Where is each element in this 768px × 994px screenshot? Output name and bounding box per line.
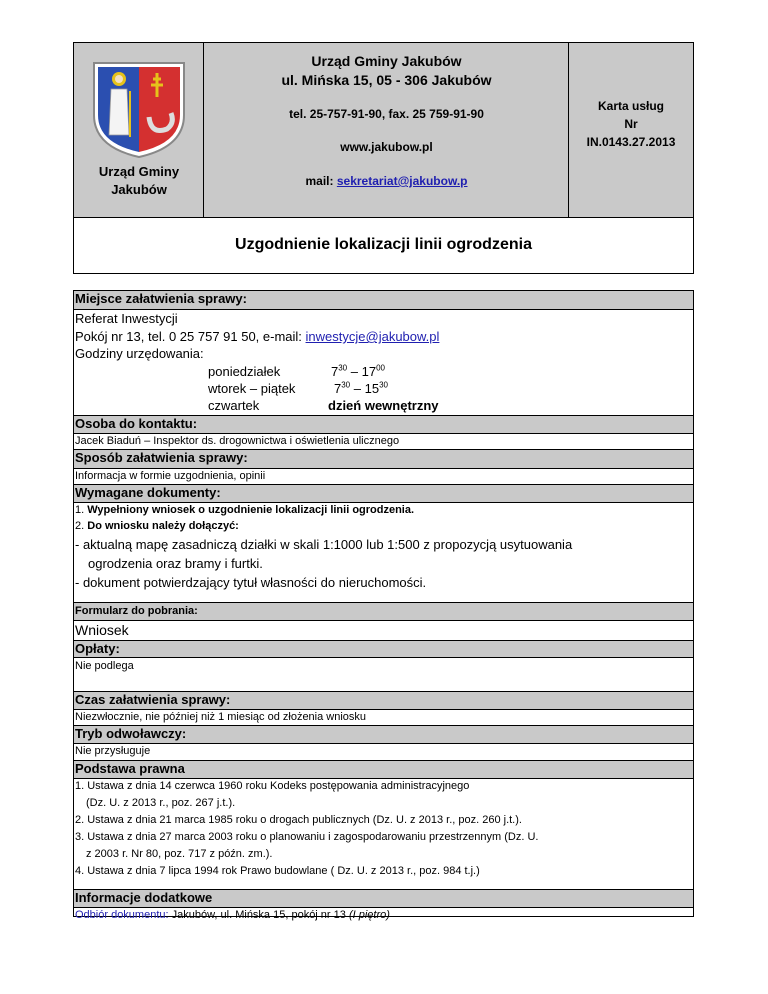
hours-day: poniedziałek	[208, 364, 281, 379]
item-number: 1.	[75, 504, 85, 516]
pickup-info	[75, 909, 390, 921]
contact-person: Jacek Biaduń – Inspektor ds. drogownictwa i oświetlenia ulicznego	[75, 435, 400, 447]
card-nr-label: Nr	[624, 117, 638, 131]
section-heading-czas: Czas załatwienia sprawy:	[74, 691, 693, 710]
hours-from-min: 30	[341, 380, 351, 390]
legal-basis-line: z 2003 r. Nr 80, poz. 717 z późn. zm.).	[86, 848, 273, 860]
card-info	[569, 97, 693, 151]
office-website: www.jakubow.pl	[340, 140, 433, 154]
thursday-value: dzień wewnętrzny	[328, 398, 439, 413]
form-download-link[interactable]: Wniosek	[75, 622, 129, 638]
header-top-row	[74, 43, 693, 218]
section-heading-kontakt: Osoba do kontaktu:	[74, 415, 693, 434]
hours-day: wtorek – piątek	[208, 381, 296, 396]
legal-basis-line: 1. Ustawa z dnia 14 czerwca 1960 roku Kodeks postępowania administracyjnego	[75, 780, 470, 792]
card-info-cell	[569, 43, 693, 217]
hours-to-min: 30	[379, 380, 388, 390]
service-details-table	[73, 290, 694, 921]
processing-time: Niezwłocznie, nie później niż 1 miesiąc od złożenia wniosku	[75, 711, 367, 723]
document-bullet-1-cont: ogrodzenia oraz bramy i furtki.	[88, 556, 263, 571]
mail-link[interactable]: sekretariat@jakubow.p	[336, 174, 468, 188]
header-box	[73, 42, 694, 274]
section-heading-podstawa: Podstawa prawna	[74, 760, 693, 779]
document-item-2	[75, 520, 239, 532]
section-heading-dokumenty: Wymagane dokumenty:	[74, 484, 693, 503]
section-heading-oplaty: Opłaty:	[74, 640, 693, 658]
section-heading-sposob: Sposób załatwienia sprawy:	[74, 449, 693, 469]
hours-range	[331, 364, 385, 379]
room-contact	[75, 329, 439, 344]
hours-from: 7	[331, 364, 339, 379]
mail-label: mail:	[305, 174, 334, 188]
fees-value: Nie podlega	[75, 660, 134, 672]
document-bullet-2: - dokument potwierdzający tytuł własności do nieruchomości.	[75, 575, 427, 590]
logo-cell	[74, 43, 204, 217]
card-number: IN.0143.27.2013	[586, 135, 676, 149]
hours-from-min: 30	[338, 363, 348, 373]
office-address: ul. Mińska 15, 05 - 306 Jakubów	[281, 72, 492, 88]
card-label: Karta usług	[597, 99, 664, 113]
legal-basis-line: 4. Ustawa z dnia 7 lipca 1994 rok Prawo budowlane ( Dz. U. z 2013 r., poz. 984 t.j.)	[75, 865, 480, 877]
hours-dash: –	[347, 364, 362, 379]
coat-of-arms-icon	[89, 55, 189, 160]
hours-to: 15	[364, 381, 380, 396]
office-name: Urząd Gminy Jakubów	[311, 53, 462, 69]
document-bullet-1: - aktualną mapę zasadniczą działki w skali 1:1000 lub 1:500 z propozycją usytuowania	[75, 537, 573, 552]
logo-caption	[74, 163, 204, 199]
logo-caption-line1: Urząd Gminy	[98, 164, 180, 179]
section-heading-formularz: Formularz do pobrania:	[74, 602, 693, 621]
hours-to: 17	[361, 364, 377, 379]
section-heading-tryb: Tryb odwoławczy:	[74, 725, 693, 744]
office-info-cell	[204, 43, 569, 217]
item-number: 2.	[75, 520, 85, 532]
document-title: Uzgodnienie lokalizacji linii ogrodzenia	[235, 236, 532, 253]
hours-label: Godziny urzędowania:	[75, 346, 204, 361]
referat-unit: Referat Inwestycji	[75, 311, 178, 326]
section-heading-miejsce: Miejsce załatwienia sprawy:	[74, 290, 693, 310]
handling-method: Informacja w formie uzgodnienia, opinii	[75, 470, 266, 482]
hours-range	[334, 381, 388, 396]
logo-caption-line2: Jakubów	[111, 182, 167, 197]
legal-basis-line: 3. Ustawa z dnia 27 marca 2003 roku o planowaniu i zagospodarowaniu przestrzennym (Dz. U.	[75, 831, 539, 843]
office-phone: tel. 25-757-91-90, fax. 25 759-91-90	[289, 107, 484, 121]
pickup-value: Jakubów, ul. Mińska 15, pokój nr 13	[168, 909, 349, 921]
item-text: Do wniosku należy dołączyć:	[87, 520, 239, 532]
appeal-mode: Nie przysługuje	[75, 745, 151, 757]
hours-dash: –	[350, 381, 365, 396]
pickup-floor: (I piętro)	[348, 909, 390, 921]
legal-basis-line: 2. Ustawa z dnia 21 marca 1985 roku o drogach publicznych (Dz. U. z 2013 r., poz. 260 j.t.).	[75, 814, 522, 826]
document-item-1	[75, 504, 414, 516]
legal-basis-line: (Dz. U. z 2013 r., poz. 267 j.t.).	[86, 797, 236, 809]
room-contact-text: Pokój nr 13, tel. 0 25 757 91 50, e-mail:	[75, 329, 306, 344]
room-email-link[interactable]: inwestycje@jakubow.pl	[305, 329, 440, 344]
hours-to-min: 00	[376, 363, 385, 373]
pickup-label: Odbiór dokumentu:	[75, 909, 169, 921]
office-mail	[204, 174, 569, 188]
section-heading-informacje: Informacje dodatkowe	[74, 889, 693, 908]
hours-from: 7	[334, 381, 342, 396]
item-text: Wypełniony wniosek o uzgodnienie lokalizacji linii ogrodzenia.	[87, 504, 415, 516]
thursday-label: czwartek	[208, 398, 260, 413]
